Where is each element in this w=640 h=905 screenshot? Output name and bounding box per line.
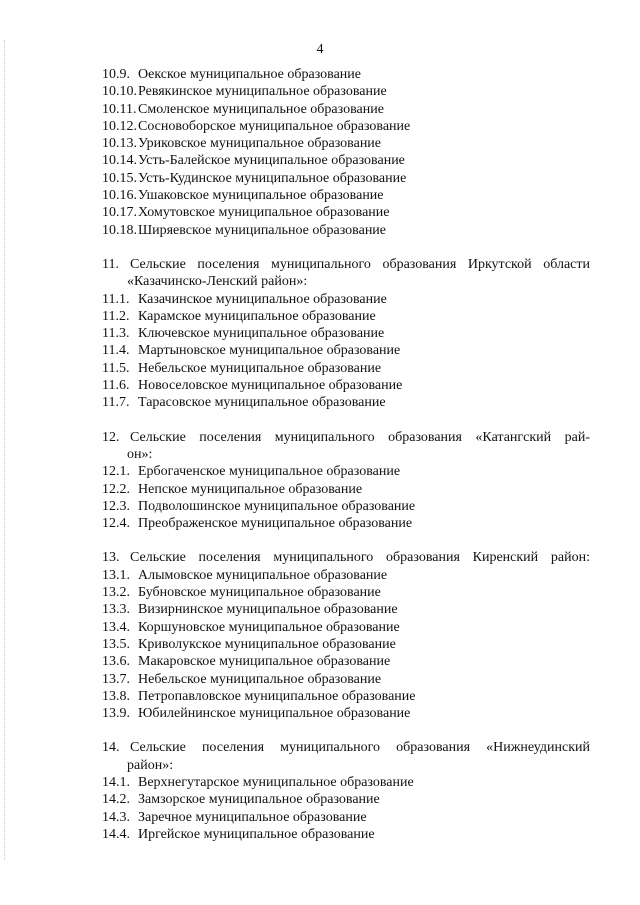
list-item-number: 14.2. [102, 792, 130, 808]
list-item-number: 10.17. [102, 205, 137, 221]
list-item-number: 12.2. [102, 481, 130, 497]
list-item-text: Подволошинское муниципальное образование [138, 498, 416, 514]
list-item-number: 13.1. [102, 567, 130, 583]
list-item-text: Петропавловское муниципальное образование [138, 688, 416, 704]
page-number: 4 [316, 42, 324, 57]
section-heading-number: 12. [102, 429, 120, 445]
list-item-number: 10.13. [102, 136, 137, 152]
list-item-number: 10.10. [102, 84, 137, 100]
section [102, 256, 590, 412]
list-item [102, 377, 590, 394]
section-heading-text: Сельские поселения муниципального образования Киренский район: [130, 550, 590, 566]
scan-margin-artifact [4, 40, 6, 860]
list-item [102, 83, 590, 100]
section-heading-number: 14. [102, 740, 120, 756]
list-item-number: 10.12. [102, 118, 137, 134]
list-item-text: Уриковское муниципальное образование [138, 136, 382, 152]
list-item [102, 481, 590, 498]
list-item-text: Хомутовское муниципальное образование [138, 205, 390, 221]
list-item-number: 11.1. [102, 291, 130, 307]
list-item-text: Верхнегутарское муниципальное образование [138, 774, 414, 790]
list-item-number: 13.8. [102, 688, 130, 704]
list-item-number: 12.1. [102, 464, 130, 480]
section-heading-continuation: он»: [127, 446, 153, 462]
list-item-number: 12.3. [102, 498, 130, 514]
section-heading [102, 256, 590, 273]
list-item [102, 66, 590, 83]
list-item [102, 394, 590, 411]
list-item-number: 13.9. [102, 706, 130, 722]
list-item-text: Ключевское муниципальное образование [138, 326, 385, 342]
section [102, 739, 590, 843]
section-heading-continuation: «Казачинско-Ленский район»: [127, 274, 308, 290]
list-item-text: Юбилейнинское муниципальное образование [138, 706, 411, 722]
section [102, 66, 590, 239]
list-item-text: Ербогаченское муниципальное образование [138, 464, 401, 480]
list-item [102, 118, 590, 135]
list-item-text: Макаровское муниципальное образование [138, 654, 391, 670]
list-item [102, 291, 590, 308]
list-item [102, 636, 590, 653]
list-item [102, 826, 590, 843]
list-item-number: 12.4. [102, 516, 130, 532]
list-item-text: Смоленское муниципальное образование [138, 101, 384, 117]
list-item-number: 13.5. [102, 636, 130, 652]
section-heading-number: 13. [102, 550, 120, 566]
section [102, 549, 590, 722]
list-item-text: Заречное муниципальное образование [138, 809, 367, 825]
list-item-text: Небельское муниципальное образование [138, 671, 382, 687]
list-item-text: Иргейское муниципальное образование [138, 826, 375, 842]
section-heading-text: Сельские поселения муниципального образования Иркутской области [130, 256, 590, 272]
list-item [102, 170, 590, 187]
section-heading [102, 429, 590, 446]
list-item-number: 10.11. [102, 101, 137, 117]
section-heading-continuation: район»: [127, 757, 174, 773]
section-heading-text: Сельские поселения муниципального образования «Катангский рай- [130, 429, 590, 445]
list-item-text: Небельское муниципальное образование [138, 360, 382, 376]
list-item-number: 14.3. [102, 809, 130, 825]
list-item [102, 325, 590, 342]
list-item-number: 10.18. [102, 222, 137, 238]
list-item-text: Непское муниципальное образование [138, 481, 363, 497]
list-item-text: Оекское муниципальное образование [138, 67, 361, 82]
list-item-number: 13.6. [102, 654, 130, 670]
list-item [102, 204, 590, 221]
list-item [102, 342, 590, 359]
list-item [102, 515, 590, 532]
list-item [102, 584, 590, 601]
list-item-text: Мартыновское муниципальное образование [138, 343, 401, 359]
section-heading-number: 11. [102, 256, 119, 272]
list-item-number: 11.6. [102, 378, 130, 394]
list-item [102, 187, 590, 204]
list-item-text: Новоселовское муниципальное образование [138, 378, 403, 394]
list-item-number: 13.4. [102, 619, 130, 635]
list-item-text: Ушаковское муниципальное образование [138, 188, 384, 204]
list-item [102, 152, 590, 169]
list-item [102, 601, 590, 618]
list-item-text: Криволукское муниципальное образование [138, 636, 396, 652]
list-item [102, 619, 590, 636]
list-item-text: Ревякинское муниципальное образование [138, 84, 387, 100]
section-heading [102, 549, 590, 566]
list-item-number: 10.9. [102, 67, 130, 82]
list-item [102, 463, 590, 480]
list-item [102, 809, 590, 826]
list-item-text: Коршуновское муниципальное образование [138, 619, 400, 635]
list-item [102, 567, 590, 584]
list-item-number: 14.1. [102, 774, 130, 790]
list-item-text: Алымовское муниципальное образование [138, 567, 388, 583]
list-item-number: 11.2. [102, 308, 130, 324]
document-body [102, 66, 590, 843]
list-item [102, 360, 590, 377]
list-item-text: Усть-Балейское муниципальное образование [138, 153, 405, 169]
section-heading [102, 739, 590, 756]
list-item [102, 101, 590, 118]
list-item [102, 791, 590, 808]
list-item [102, 705, 590, 722]
list-item-number: 13.3. [102, 602, 130, 618]
list-item-text: Усть-Кудинское муниципальное образование [138, 170, 407, 186]
list-item-number: 11.5. [102, 360, 130, 376]
list-item-text: Бубновское муниципальное образование [138, 585, 381, 601]
list-item [102, 671, 590, 688]
list-item-text: Замзорское муниципальное образование [138, 792, 380, 808]
list-item-text: Тарасовское муниципальное образование [138, 395, 386, 411]
list-item-number: 13.7. [102, 671, 130, 687]
list-item [102, 308, 590, 325]
list-item-number: 11.4. [102, 343, 130, 359]
list-item-text: Казачинское муниципальное образование [138, 291, 387, 307]
list-item-number: 14.4. [102, 826, 130, 842]
list-item-text: Преображенское муниципальное образование [138, 516, 413, 532]
list-item-text: Карамское муниципальное образование [138, 308, 376, 324]
list-item-number: 11.3. [102, 326, 130, 342]
list-item-text: Визирнинское муниципальное образование [138, 602, 398, 618]
list-item [102, 688, 590, 705]
list-item [102, 498, 590, 515]
list-item-number: 10.16. [102, 188, 137, 204]
list-item-number: 13.2. [102, 585, 130, 601]
list-item [102, 774, 590, 791]
list-item-text: Ширяевское муниципальное образование [138, 222, 387, 238]
list-item-number: 10.14. [102, 153, 137, 169]
list-item [102, 222, 590, 239]
list-item-number: 10.15. [102, 170, 137, 186]
section [102, 429, 590, 533]
list-item [102, 135, 590, 152]
list-item-number: 11.7. [102, 395, 130, 411]
section-heading-text: Сельские поселения муниципального образования «Нижнеудинский [130, 740, 590, 756]
list-item [102, 653, 590, 670]
list-item-text: Сосновоборское муниципальное образование [138, 118, 411, 134]
